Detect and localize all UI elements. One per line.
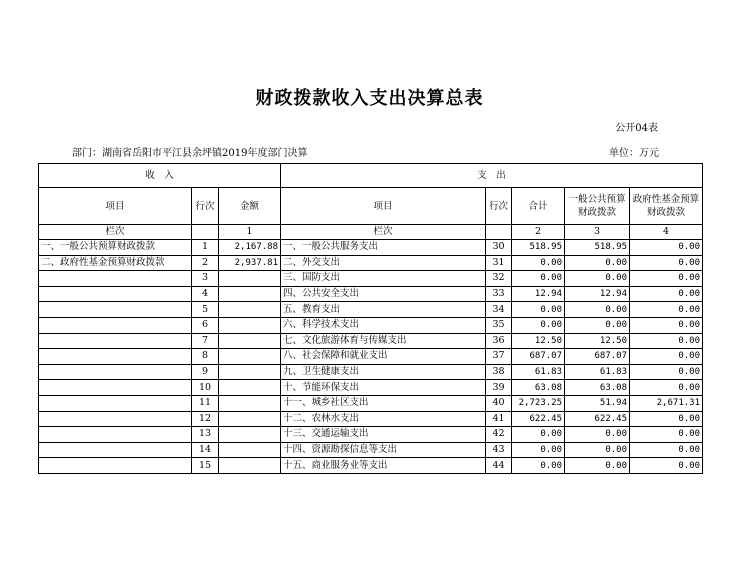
form-number: 公开04表 (615, 123, 658, 134)
general-budget-cell: 12.94 (565, 286, 630, 302)
gov-fund-cell: 0.00 (630, 302, 703, 318)
income-item-cell: 二、政府性基金预算财政拨款 (39, 255, 192, 271)
general-budget-cell: 0.00 (565, 427, 630, 443)
income-line-cell: 13 (192, 427, 219, 443)
total-cell: 0.00 (512, 302, 565, 318)
table-row (39, 240, 703, 256)
total-cell: 0.00 (512, 442, 565, 458)
expense-line-cell: 35 (486, 317, 512, 333)
expense-item-cell: 二、外交支出 (281, 255, 486, 271)
col-2-label: 2 (512, 225, 565, 240)
expense-line-cell: 39 (486, 380, 512, 396)
income-item-cell (39, 302, 192, 318)
table-row (39, 411, 703, 427)
general-budget-cell: 51.94 (565, 395, 630, 411)
expense-line-cell: 44 (486, 458, 512, 474)
income-amount-cell (219, 427, 281, 443)
expense-item-cell: 一、一般公共服务支出 (281, 240, 486, 256)
general-budget-cell: 0.00 (565, 302, 630, 318)
income-amount-cell (219, 411, 281, 427)
table-row (39, 442, 703, 458)
general-budget-header: 一般公共预算财政拨款 (565, 188, 630, 225)
income-item-cell: 一、一般公共预算财政拨款 (39, 240, 192, 256)
header-row-columns (39, 188, 703, 225)
general-budget-cell: 63.08 (565, 380, 630, 396)
table-row (39, 317, 703, 333)
income-line-cell: 3 (192, 271, 219, 287)
expense-line-cell: 32 (486, 271, 512, 287)
income-item-cell (39, 380, 192, 396)
income-amount-cell (219, 380, 281, 396)
gov-fund-cell: 0.00 (630, 255, 703, 271)
income-line-cell: 2 (192, 255, 219, 271)
general-budget-cell: 12.50 (565, 333, 630, 349)
income-amount-cell: 2,937.81 (219, 255, 281, 271)
income-line-cell: 4 (192, 286, 219, 302)
table-row (39, 364, 703, 380)
expense-line-cell: 41 (486, 411, 512, 427)
income-amount-cell (219, 458, 281, 474)
gov-fund-cell: 0.00 (630, 458, 703, 474)
gov-fund-cell: 0.00 (630, 333, 703, 349)
income-item-cell (39, 286, 192, 302)
general-budget-cell: 0.00 (565, 317, 630, 333)
gov-fund-cell: 0.00 (630, 317, 703, 333)
table-row (39, 302, 703, 318)
table-row (39, 271, 703, 287)
income-item-cell (39, 411, 192, 427)
col-3-label: 3 (565, 225, 630, 240)
expense-item-cell: 三、国防支出 (281, 271, 486, 287)
general-budget-cell: 622.45 (565, 411, 630, 427)
expense-item-cell: 九、卫生健康支出 (281, 364, 486, 380)
expense-item-cell: 六、科学技术支出 (281, 317, 486, 333)
expense-item-cell: 四、公共安全支出 (281, 286, 486, 302)
income-line-cell: 5 (192, 302, 219, 318)
total-cell: 12.94 (512, 286, 565, 302)
income-amount-cell (219, 317, 281, 333)
header-row-sections (39, 164, 703, 188)
income-col-label: 栏次 (39, 225, 192, 240)
total-cell: 12.50 (512, 333, 565, 349)
table-row (39, 286, 703, 302)
total-cell: 687.07 (512, 349, 565, 365)
expense-item-cell: 十二、农林水支出 (281, 411, 486, 427)
gov-fund-cell: 0.00 (630, 380, 703, 396)
expense-item-cell: 十、节能环保支出 (281, 380, 486, 396)
income-item-cell (39, 333, 192, 349)
expense-item-cell: 十四、资源勘探信息等支出 (281, 442, 486, 458)
summary-table (38, 163, 703, 474)
expense-line-cell: 31 (486, 255, 512, 271)
income-amount-cell (219, 442, 281, 458)
expense-line-cell: 42 (486, 427, 512, 443)
income-line-cell: 10 (192, 380, 219, 396)
general-budget-cell: 0.00 (565, 442, 630, 458)
income-item-cell (39, 271, 192, 287)
expense-line-cell: 40 (486, 395, 512, 411)
expense-line-cell: 30 (486, 240, 512, 256)
income-section-header: 收 入 (39, 164, 281, 188)
page-title: 财政拨款收入支出决算总表 (255, 88, 484, 109)
expense-line-cell: 38 (486, 364, 512, 380)
gov-fund-cell: 0.00 (630, 364, 703, 380)
table-row (39, 255, 703, 271)
income-amount-cell: 2,167.88 (219, 240, 281, 256)
gov-fund-cell: 0.00 (630, 286, 703, 302)
income-item-cell (39, 442, 192, 458)
income-item-cell (39, 349, 192, 365)
income-line-cell: 9 (192, 364, 219, 380)
expense-section-header: 支 出 (281, 164, 703, 188)
gov-fund-cell: 0.00 (630, 349, 703, 365)
total-cell: 61.83 (512, 364, 565, 380)
expense-line-cell: 37 (486, 349, 512, 365)
gov-fund-cell: 0.00 (630, 427, 703, 443)
table-row (39, 458, 703, 474)
income-line-cell: 12 (192, 411, 219, 427)
expense-item-cell: 八、社会保障和就业支出 (281, 349, 486, 365)
total-cell: 0.00 (512, 458, 565, 474)
income-line-cell: 7 (192, 333, 219, 349)
income-item-header: 项目 (39, 188, 192, 225)
expense-item-cell: 十五、商业服务业等支出 (281, 458, 486, 474)
unit-label: 单位：万元 (609, 148, 659, 159)
total-cell: 0.00 (512, 255, 565, 271)
income-line-cell: 8 (192, 349, 219, 365)
income-line-header: 行次 (192, 188, 219, 225)
total-header: 合计 (512, 188, 565, 225)
income-amount-cell (219, 333, 281, 349)
income-item-cell (39, 427, 192, 443)
income-item-cell (39, 317, 192, 333)
general-budget-cell: 687.07 (565, 349, 630, 365)
total-cell: 2,723.25 (512, 395, 565, 411)
department-label: 部门：湖南省岳阳市平江县余坪镇2019年度部门决算 (72, 148, 308, 159)
gov-fund-cell: 0.00 (630, 442, 703, 458)
gov-fund-cell: 0.00 (630, 240, 703, 256)
expense-item-cell: 十三、交通运输支出 (281, 427, 486, 443)
expense-item-cell: 十一、城乡社区支出 (281, 395, 486, 411)
gov-fund-cell: 0.00 (630, 271, 703, 287)
general-budget-cell: 0.00 (565, 255, 630, 271)
total-cell: 622.45 (512, 411, 565, 427)
expense-line-cell: 34 (486, 302, 512, 318)
total-cell: 63.08 (512, 380, 565, 396)
gov-fund-cell: 0.00 (630, 411, 703, 427)
income-amount-header: 金额 (219, 188, 281, 225)
income-item-cell (39, 364, 192, 380)
general-budget-cell: 0.00 (565, 458, 630, 474)
income-line-cell: 14 (192, 442, 219, 458)
total-cell: 0.00 (512, 317, 565, 333)
total-cell: 0.00 (512, 271, 565, 287)
income-amount-cell (219, 395, 281, 411)
table-row (39, 380, 703, 396)
expense-line-cell: 33 (486, 286, 512, 302)
expense-col-label: 栏次 (281, 225, 486, 240)
total-cell: 0.00 (512, 427, 565, 443)
income-amount-cell (219, 286, 281, 302)
header-row-colnums (39, 225, 703, 240)
general-budget-cell: 0.00 (565, 271, 630, 287)
table-row (39, 333, 703, 349)
expense-line-header: 行次 (486, 188, 512, 225)
income-amount-cell (219, 271, 281, 287)
gov-fund-cell: 2,671.31 (630, 395, 703, 411)
income-line-cell: 11 (192, 395, 219, 411)
table-row (39, 427, 703, 443)
gov-fund-header: 政府性基金预算财政拨款 (630, 188, 703, 225)
table-row (39, 395, 703, 411)
total-cell: 518.95 (512, 240, 565, 256)
general-budget-cell: 518.95 (565, 240, 630, 256)
income-amount-cell (219, 349, 281, 365)
income-amount-cell (219, 302, 281, 318)
col-1-label: 1 (219, 225, 281, 240)
expense-item-cell: 五、教育支出 (281, 302, 486, 318)
table-row (39, 349, 703, 365)
expense-line-cell: 36 (486, 333, 512, 349)
income-item-cell (39, 458, 192, 474)
income-line-cell: 1 (192, 240, 219, 256)
income-line-cell: 6 (192, 317, 219, 333)
expense-item-header: 项目 (281, 188, 486, 225)
general-budget-cell: 61.83 (565, 364, 630, 380)
income-line-cell: 15 (192, 458, 219, 474)
expense-line-cell: 43 (486, 442, 512, 458)
col-4-label: 4 (630, 225, 703, 240)
income-item-cell (39, 395, 192, 411)
income-amount-cell (219, 364, 281, 380)
expense-item-cell: 七、文化旅游体育与传媒支出 (281, 333, 486, 349)
